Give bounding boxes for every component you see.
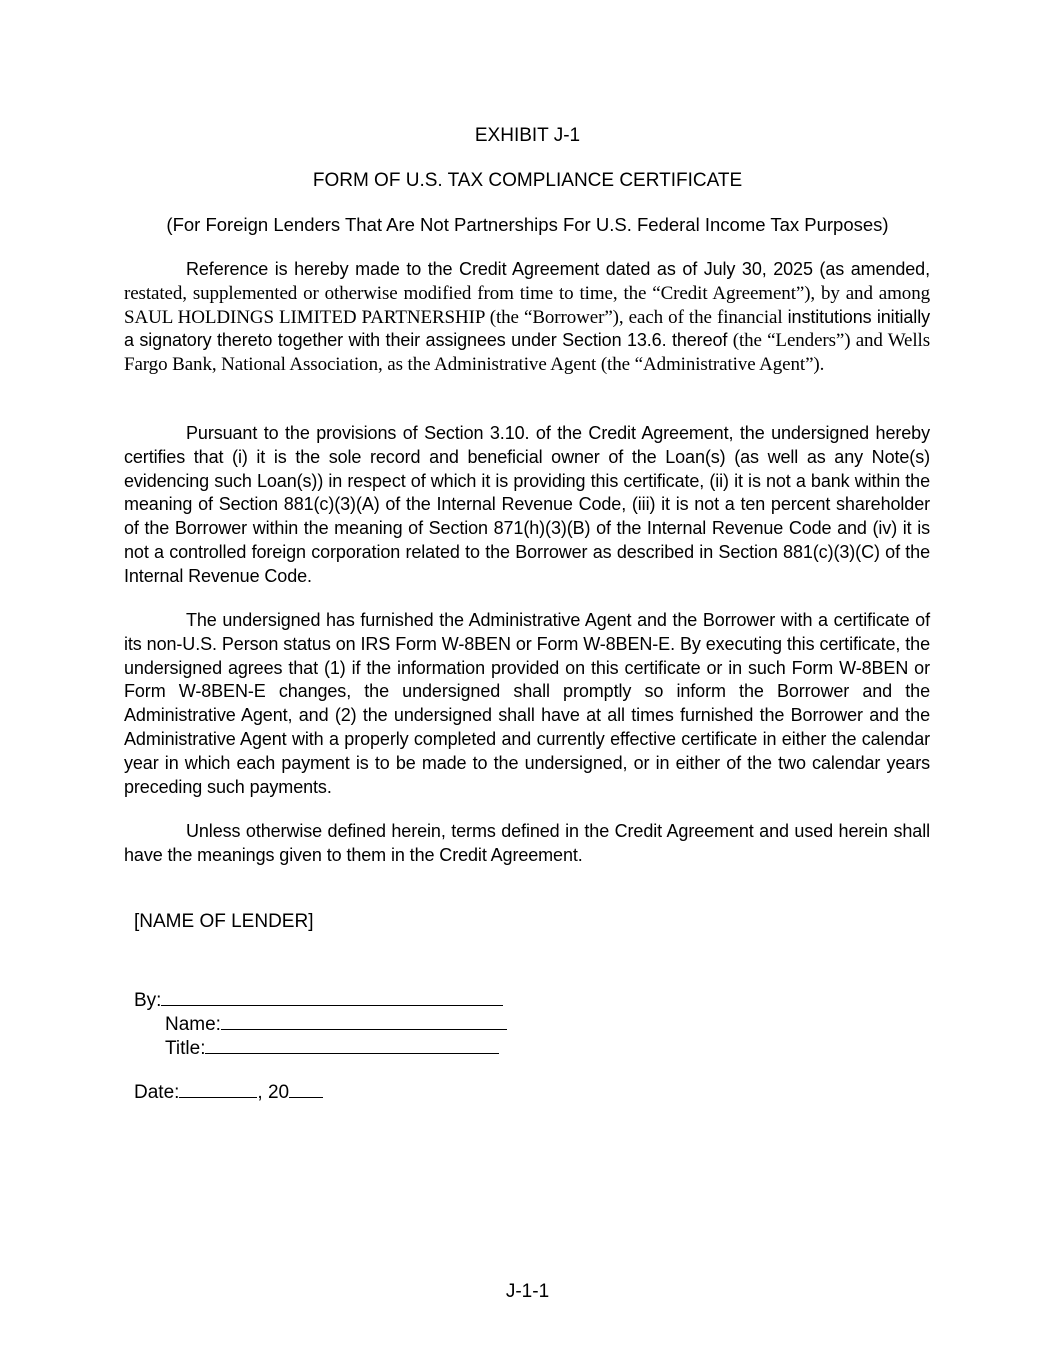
date-blank-field[interactable] [179,1080,257,1098]
date-label: Date: [134,1082,180,1103]
title-blank-field[interactable] [205,1036,499,1054]
by-label: By: [134,990,162,1011]
name-blank-field[interactable] [221,1012,507,1030]
name-label: Name: [165,1014,221,1035]
date-line [134,1080,323,1105]
lender-name-placeholder: [NAME OF LENDER] [134,911,314,932]
reference-paragraph [124,258,930,377]
reference-paragraph-part-b: restated, supplemented or otherwise modified from time to time, the “Credit Agreement”), by and among SAUL HOLDINGS LIMITED PARTNERSHIP (the “Borrower”), each of the financial [124,282,930,328]
form-title: FORM OF U.S. TAX COMPLIANCE CERTIFICATE [312,170,743,191]
reference-paragraph-part-c: institutions initially a signatory thereto together with their assignees under Section 13.6. thereof [124,306,930,351]
furnishing-paragraph: The undersigned has furnished the Administrative Agent and the Borrower with a certificate of its non-U.S. Person status on IRS Form W-8BEN or Form W-8BEN-E. By executing this certificate, the undersigned agrees that (1) if the information provided on this certificate or in such Form W-8BEN or Form W-8BEN-E changes, the undersigned shall promptly so inform the Borrower and the Administrative Agent, and (2) the undersigned shall have at all times furnished the Borrower and the Administrative Agent with a properly completed and currently effective certificate in either the calendar year in which each payment is to be made to the undersigned, or in either of the two calendar years preceding such payments. [124,610,930,797]
signature-title-line [165,1036,499,1061]
title-label: Title: [165,1038,206,1059]
by-blank-field[interactable] [161,988,503,1006]
reference-paragraph-part-d: (the “Lenders”) and Wells Fargo Bank, National Association, as the Administrative Agent (the “Administrative Agent”). [124,330,930,376]
exhibit-heading: EXHIBIT J-1 [474,125,581,146]
signature-name-line [165,1012,507,1037]
signature-by-line [134,988,503,1013]
reference-paragraph-part-a: Reference is hereby made to the Credit Agreement dated as of July 30, 2025 (as amended, [186,259,930,279]
form-subtitle: (For Foreign Lenders That Are Not Partnerships For U.S. Federal Income Tax Purposes) [166,214,889,235]
year-blank-field[interactable] [289,1080,323,1098]
definitions-paragraph: Unless otherwise defined herein, terms defined in the Credit Agreement and used herein shall have the meanings given to them in the Credit Agreement. [124,821,930,865]
page-number: J-1-1 [505,1281,550,1302]
date-year-prefix: , 20 [257,1082,290,1103]
certification-paragraph: Pursuant to the provisions of Section 3.10. of the Credit Agreement, the undersigned hereby certifies that (i) it is the sole record and beneficial owner of the Loan(s) (as well as any Note(s) evidencing such Loan(s)) in respect of which it is providing this certificate, (ii) it is not a bank within the meaning of Section 881(c)(3)(A) of the Internal Revenue Code, (iii) it is not a ten percent shareholder of the Borrower within the meaning of Section 871(h)(3)(B) of the Internal Revenue Code and (iv) it is not a controlled foreign corporation related to the Borrower as described in Section 881(c)(3)(C) of the Internal Revenue Code. [124,423,930,586]
